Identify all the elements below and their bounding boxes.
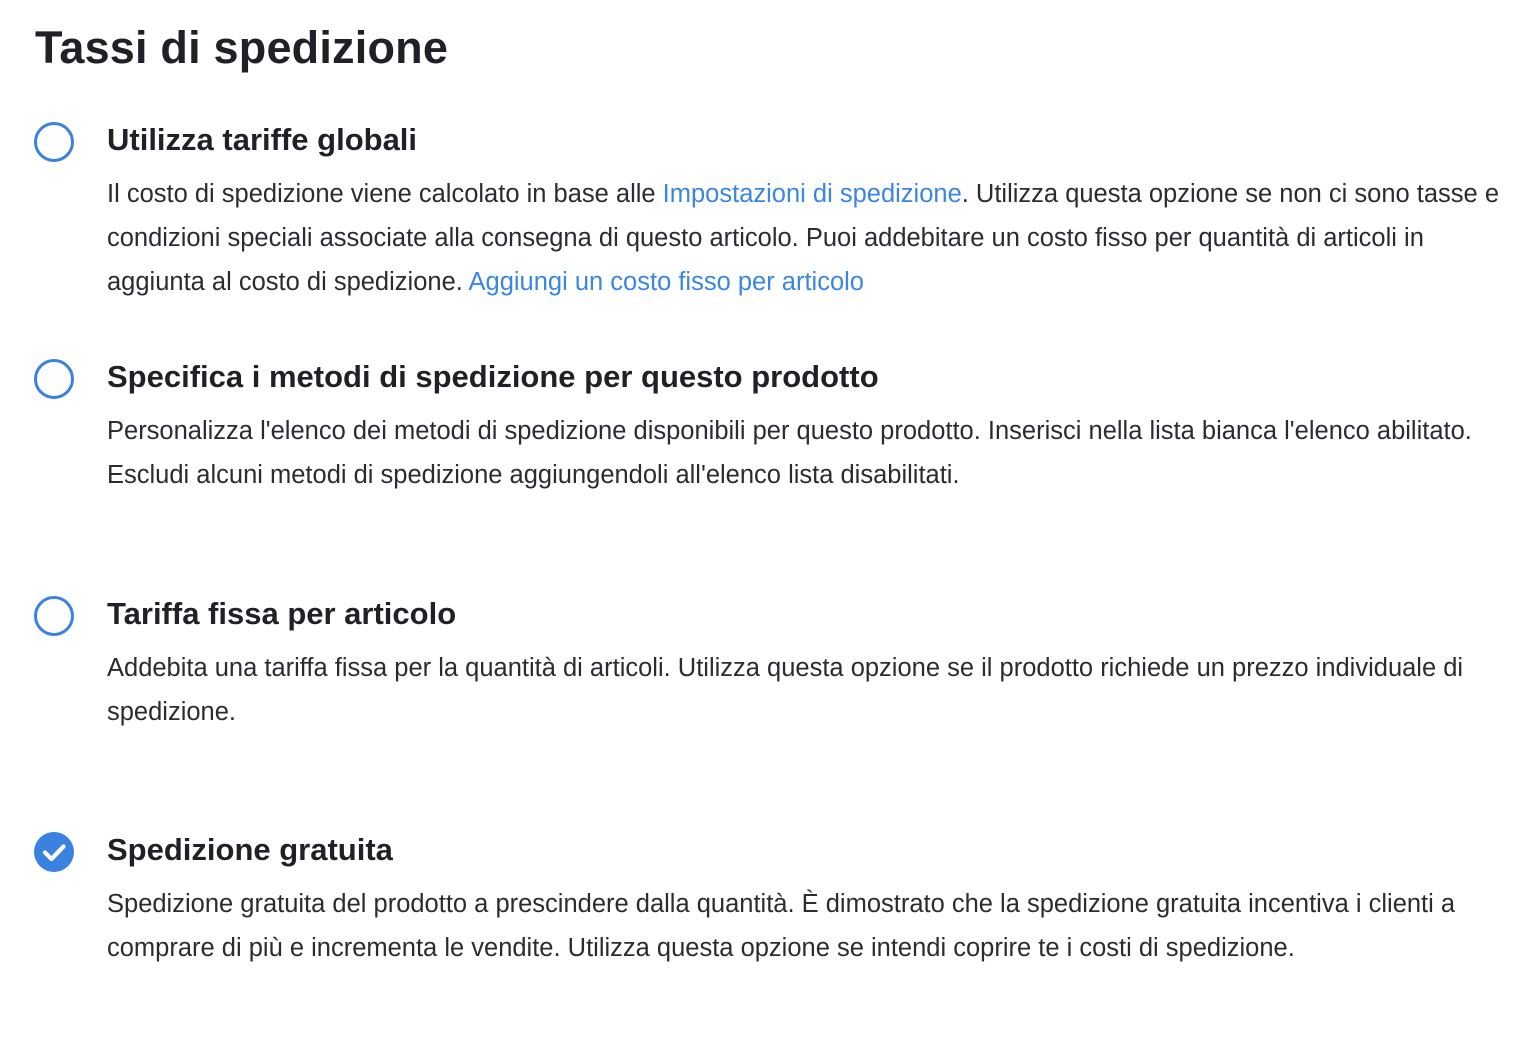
- option-title-flat-rate: Tariffa fissa per articolo: [107, 596, 457, 631]
- option-title-free-shipping: Spedizione gratuita: [107, 832, 393, 867]
- description-text: Il costo di spedizione viene calcolato in base alle: [107, 180, 663, 208]
- radio-free-shipping[interactable]: [34, 832, 74, 872]
- radio-product-methods[interactable]: [34, 359, 74, 399]
- shipping-settings-link[interactable]: Impostazioni di spedizione: [662, 180, 962, 208]
- option-title-product-methods: Specifica i metodi di spedizione per questo prodotto: [107, 359, 879, 394]
- add-fixed-cost-link[interactable]: Aggiungi un costo fisso per articolo: [468, 268, 864, 296]
- option-title-global-rates: Utilizza tariffe globali: [107, 122, 418, 157]
- checkmark-icon: [34, 832, 74, 872]
- option-description-global-rates: [107, 172, 1502, 304]
- page-title: Tassi di spedizione: [35, 22, 449, 73]
- option-description-product-methods: Personalizza l'elenco dei metodi di spedizione disponibili per questo prodotto. Inserisci nella lista bianca l'elenco abilitato. Escludi alcuni metodi di spedizione aggiungendoli all'elenco lista disabilitati.: [107, 417, 1472, 489]
- option-description-free-shipping: Spedizione gratuita del prodotto a prescindere dalla quantità. È dimostrato che la spedizione gratuita incentiva i clienti a comprare di più e incrementa le vendite. Utilizza questa opzione se intendi coprire te i costi di spedizione.: [107, 890, 1456, 962]
- option-description-flat-rate: Addebita una tariffa fissa per la quantità di articoli. Utilizza questa opzione se il prodotto richiede un prezzo individuale di spedizione.: [107, 654, 1464, 726]
- radio-flat-rate[interactable]: [34, 596, 74, 636]
- description-text: . Utilizza questa opzione se non ci sono tasse e condizioni speciali associate alla consegna di questo articolo. Puoi addebitare un costo fisso per quantità di articoli in aggiunta al costo di spedizione.: [107, 180, 1499, 296]
- radio-global-rates[interactable]: [34, 122, 74, 162]
